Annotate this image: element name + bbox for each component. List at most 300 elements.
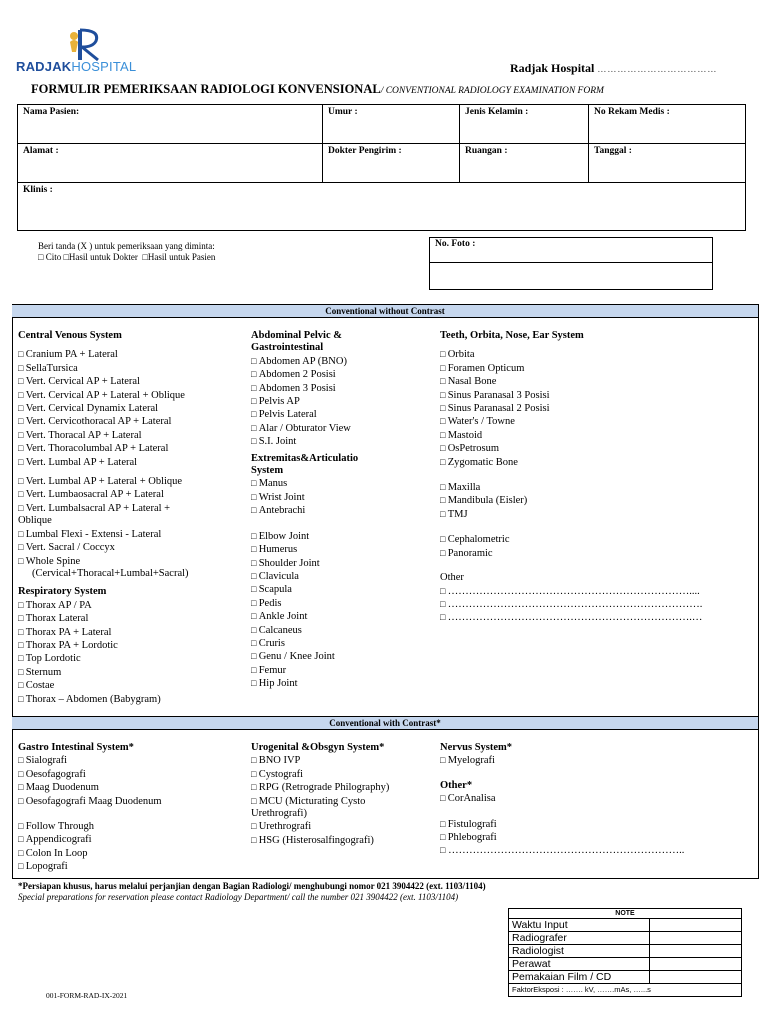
respiratory-label: Thorax PA + Lordotic (25, 639, 118, 651)
note-table (508, 908, 742, 997)
other-line-item[interactable] (440, 611, 702, 624)
other-contrast-label: Phlebografi (447, 832, 497, 844)
extremitas-item[interactable] (251, 543, 358, 556)
extremitas-label: Ankle Joint (258, 611, 308, 623)
field-ruangan[interactable]: Ruangan : (460, 144, 589, 183)
cvs-item[interactable] (18, 375, 189, 388)
checkbox-hasil-pasien[interactable]: □Hasil untuk Pasien (142, 252, 216, 262)
abdominal-label: Abdomen 3 Posisi (258, 382, 336, 394)
hospital-logo (16, 26, 166, 74)
checkbox-icon[interactable]: □ (18, 349, 26, 360)
gastro-label: Oesofagografi Maag Duodenum (25, 795, 162, 807)
abdominal-item[interactable] (251, 408, 358, 421)
other-contrast-label: CorAnalisa (447, 793, 496, 805)
checkbox-icon[interactable]: □ (251, 664, 259, 675)
urogenital-column (251, 742, 389, 847)
extremitas-item[interactable] (251, 610, 358, 623)
teeth-label: Water's / Towne (447, 416, 515, 428)
respiratory-item[interactable] (18, 639, 189, 652)
abdominal-item[interactable] (251, 395, 358, 408)
checkbox-icon[interactable]: □ (251, 355, 259, 366)
nervus-column (440, 742, 684, 858)
respiratory-label: Thorax – Abdomen (Babygram) (25, 693, 161, 705)
urogenital-item[interactable] (251, 781, 389, 794)
extremitas-label: Hip Joint (258, 678, 298, 690)
extremitas-item[interactable] (251, 530, 358, 543)
other-contrast-heading: Other* (440, 779, 473, 791)
checkbox-hasil-dokter[interactable]: □Hasil untuk Dokter (63, 252, 138, 262)
gastro-item[interactable] (18, 781, 162, 794)
title-id: FORMULIR PEMERIKSAAN RADIOLOGI KONVENSIONAL (31, 82, 381, 96)
urogenital-item[interactable] (251, 754, 389, 767)
checkbox-icon[interactable]: □ (440, 755, 448, 766)
extremitas-label: Antebrachi (258, 505, 306, 517)
teeth-item[interactable] (440, 429, 702, 442)
respiratory-item[interactable] (18, 626, 189, 639)
field-alamat[interactable]: Alamat : (18, 144, 323, 183)
checkbox-icon[interactable]: □ (18, 489, 26, 500)
cvs-item[interactable] (18, 362, 189, 375)
checkbox-icon[interactable]: □ (251, 570, 259, 581)
extremitas-item[interactable] (251, 557, 358, 570)
checkbox-icon[interactable]: □ (440, 376, 448, 387)
hospital-name-line (510, 61, 717, 76)
teeth-item[interactable] (440, 508, 702, 521)
cvs-label: Whole Spine (25, 555, 81, 567)
extremitas-label: Scapula (258, 584, 292, 596)
respiratory-item[interactable] (18, 612, 189, 625)
extremitas-label: Wrist Joint (258, 491, 305, 503)
title-en: / CONVENTIONAL RADIOLOGY EXAMINATION FORM (380, 86, 604, 96)
gastro-label: Colon In Loop (25, 847, 88, 859)
section-title-without-contrast: Conventional without Contrast (12, 304, 758, 318)
note-row (509, 932, 742, 945)
teeth-item[interactable] (440, 533, 702, 546)
hospital-dots: ……………………………… (597, 64, 718, 74)
teeth-label: Panoramic (447, 547, 493, 559)
teeth-label: Orbita (447, 349, 475, 361)
extremitas-item[interactable] (251, 637, 358, 650)
teeth-label: Maxilla (447, 482, 481, 494)
teeth-label: Nasal Bone (447, 376, 497, 388)
note-row-label: Radiografer (509, 932, 650, 945)
urogenital-label: Cystografi (258, 768, 304, 780)
checkbox-icon[interactable]: □ (440, 389, 448, 400)
cvs-item[interactable] (18, 475, 189, 488)
cvs-item[interactable] (18, 415, 189, 428)
nervus-heading: Nervus System* (440, 742, 513, 753)
extremitas-item[interactable] (251, 677, 358, 690)
checkbox-icon[interactable]: □ (251, 821, 259, 832)
cvs-item[interactable] (18, 442, 189, 455)
gastro-item[interactable] (18, 833, 162, 846)
extremitas-label: Pedis (258, 597, 282, 609)
extremitas-heading-2: System (251, 465, 284, 477)
respiratory-label: Costae (25, 680, 55, 692)
cvs-item[interactable] (18, 389, 189, 402)
field-umur[interactable]: Umur : (323, 105, 460, 144)
field-klinis[interactable]: Klinis : (18, 183, 746, 231)
checkbox-icon[interactable]: □ (18, 626, 26, 637)
checkbox-icon[interactable]: □ (251, 557, 259, 568)
respiratory-label: Thorax PA + Lateral (25, 626, 112, 638)
teeth-item[interactable] (440, 415, 702, 428)
respiratory-item[interactable] (18, 693, 189, 706)
respiratory-item[interactable] (18, 666, 189, 679)
checkbox-icon[interactable]: □ (18, 476, 26, 487)
checkbox-icon[interactable]: □ (251, 369, 259, 380)
checkbox-icon[interactable]: □ (18, 782, 26, 793)
checkbox-icon[interactable]: □ (18, 795, 26, 806)
other-line-label: ………………………………………………………………. (447, 598, 703, 610)
teeth-item[interactable] (440, 402, 702, 415)
checkbox-icon[interactable]: □ (18, 362, 26, 373)
checkbox-icon[interactable]: □ (251, 782, 259, 793)
gastro-column (18, 742, 162, 874)
cvs-item[interactable] (18, 541, 189, 554)
cvs-label: Lumbal Flexi - Extensi - Lateral (25, 528, 162, 540)
checkbox-icon[interactable]: □ (251, 409, 259, 420)
extremitas-item[interactable] (251, 570, 358, 583)
other-line-label: …………………………………………………………….... (447, 585, 700, 597)
cvs-label: Vert. Lumbal AP + Lateral (25, 456, 138, 468)
checkbox-icon[interactable]: □ (18, 416, 26, 427)
other-line-label: …………………………………………………………….… (447, 612, 703, 624)
cvs-label: Vert. Lumbalsacral AP + Lateral + (25, 502, 171, 514)
form-title (31, 82, 604, 97)
note-row-value[interactable] (650, 919, 742, 932)
extremitas-label: Calcaneus (258, 624, 302, 636)
checkbox-icon[interactable]: □ (440, 495, 448, 506)
teeth-item[interactable] (440, 481, 702, 494)
checkbox-icon[interactable]: □ (18, 389, 26, 400)
checkbox-icon[interactable]: □ (18, 502, 26, 513)
checkbox-icon[interactable]: □ (18, 653, 26, 664)
hospital-label: Radjak Hospital (510, 61, 595, 75)
checkbox-icon[interactable]: □ (18, 456, 26, 467)
checkbox-icon[interactable]: □ (18, 768, 26, 779)
extremitas-heading: Extremitas&Articulatio (251, 452, 359, 464)
cvs-item[interactable] (18, 402, 189, 415)
abdominal-label: S.I. Joint (258, 436, 297, 448)
extremitas-item[interactable] (251, 583, 358, 596)
extremitas-label: Humerus (258, 544, 298, 556)
gastro-label: Oesofagografi (25, 768, 86, 780)
gastro-label: Lopografi (25, 861, 68, 873)
checkbox-icon[interactable]: □ (251, 755, 259, 766)
checkbox-icon[interactable]: □ (18, 755, 26, 766)
cvs-label: Cranium PA + Lateral (25, 349, 118, 361)
cvs-item[interactable] (18, 528, 189, 541)
checkbox-icon[interactable]: □ (18, 639, 26, 650)
respiratory-label: Thorax Lateral (25, 613, 89, 625)
note-row (509, 971, 742, 984)
cvs-label: Vert. Lumbaosacral AP + Lateral (25, 489, 164, 501)
faktor-eksposi[interactable]: FaktorEksposi : ……. kV, …….mAs, …...s (509, 984, 742, 997)
checkbox-icon[interactable]: □ (18, 666, 26, 677)
other-line-item[interactable] (440, 585, 702, 598)
extremitas-label: Cruris (258, 637, 285, 649)
checkbox-icon[interactable]: □ (251, 637, 259, 648)
checkbox-icon[interactable]: □ (251, 491, 259, 502)
field-jenis-kelamin[interactable]: Jenis Kelamin : (460, 105, 589, 144)
checkbox-icon[interactable]: □ (18, 861, 26, 872)
special-prep-note-en: Special preparations for reservation please contact Radiology Department/ call the number 021 3904422 (ext. 1103/1104) (18, 892, 459, 902)
checkbox-icon[interactable]: □ (251, 396, 259, 407)
gastro-item[interactable] (18, 847, 162, 860)
teeth-item[interactable] (440, 456, 702, 469)
checkbox-icon[interactable]: □ (18, 599, 26, 610)
other-contrast-item[interactable] (440, 818, 684, 831)
checkbox-icon[interactable]: □ (251, 422, 259, 433)
checkbox-icon[interactable]: □ (18, 693, 26, 704)
note-row-label: Waktu Input (509, 919, 650, 932)
note-row-value[interactable] (650, 932, 742, 945)
checkbox-icon[interactable]: □ (18, 429, 26, 440)
abdominal-item[interactable] (251, 422, 358, 435)
teeth-item[interactable] (440, 494, 702, 507)
checkbox-icon[interactable]: □ (251, 611, 259, 622)
teeth-item[interactable] (440, 348, 702, 361)
checkbox-icon[interactable]: □ (251, 584, 259, 595)
teeth-item[interactable] (440, 547, 702, 560)
gastro-heading: Gastro Intestinal System* (18, 742, 134, 753)
logo-text-hospital: HOSPITAL (71, 59, 137, 74)
urogenital-label: MCU (Micturating Cysto (258, 795, 366, 807)
field-tanggal[interactable]: Tanggal : (589, 144, 746, 183)
abdominal-label: Abdomen 2 Posisi (258, 369, 336, 381)
checkbox-icon[interactable]: □ (251, 544, 259, 555)
teeth-label: Sinus Paranasal 3 Posisi (447, 389, 550, 401)
mcu-cont: Urethrografi) (251, 808, 307, 820)
cvs-item[interactable] (18, 502, 189, 515)
checkbox-icon[interactable]: □ (440, 598, 448, 609)
cvs-label: Vert. Cervical AP + Lateral (25, 376, 140, 388)
urogenital-item[interactable] (251, 834, 389, 847)
section-title-with-contrast: Conventional with Contrast* (12, 716, 758, 730)
form-code: 001-FORM-RAD-IX-2021 (46, 991, 128, 1000)
instructions (38, 241, 215, 263)
checkbox-icon[interactable]: □ (18, 443, 26, 454)
extremitas-label: Genu / Knee Joint (258, 651, 335, 663)
checkbox-icon[interactable]: □ (251, 478, 259, 489)
abdominal-label: Abdomen AP (BNO) (258, 355, 347, 367)
urogenital-item[interactable] (251, 768, 389, 781)
checkbox-icon[interactable]: □ (18, 613, 26, 624)
checkbox-icon[interactable]: □ (440, 612, 448, 623)
abdominal-label: Pelvis AP (258, 396, 300, 408)
teeth-item[interactable] (440, 375, 702, 388)
note-row-label: Radiologist (509, 945, 650, 958)
checkbox-icon[interactable]: □ (440, 349, 448, 360)
field-nama-pasien[interactable]: Nama Pasien: (18, 105, 323, 144)
teeth-label: TMJ (447, 508, 468, 520)
cvs-label: Vert. Sacral / Coccyx (25, 542, 115, 554)
cvs-label: SellaTursica (25, 362, 78, 374)
extremitas-item[interactable] (251, 504, 358, 517)
cvs-item[interactable] (18, 555, 189, 568)
central-venous-column (18, 330, 189, 706)
extremitas-label: Clavicula (258, 570, 299, 582)
checkbox-icon[interactable]: □ (440, 832, 448, 843)
cvs-label: Vert. Cervical Dynamix Lateral (25, 403, 159, 415)
note-row-value[interactable] (650, 958, 742, 971)
note-row (509, 945, 742, 958)
checkbox-icon[interactable]: □ (440, 429, 448, 440)
checkbox-icon[interactable]: □ (18, 528, 26, 539)
teeth-label: Foramen Opticum (447, 362, 525, 374)
urogenital-label: Urethrografi (258, 821, 312, 833)
abdominal-label: Pelvis Lateral (258, 409, 317, 421)
respiratory-item[interactable] (18, 679, 189, 692)
nervus-item[interactable] (440, 754, 684, 767)
checkbox-icon[interactable]: □ (440, 585, 448, 596)
extremitas-item[interactable] (251, 664, 358, 677)
other-contrast-label: Fistulografi (447, 818, 497, 830)
checkbox-icon[interactable]: □ (18, 821, 26, 832)
urogenital-heading: Urogenital &Obsgyn System* (251, 742, 385, 753)
extremitas-item[interactable] (251, 477, 358, 490)
gastro-item[interactable] (18, 860, 162, 873)
gastro-label: Follow Through (25, 821, 95, 833)
other-contrast-item[interactable] (440, 831, 684, 844)
checkbox-icon[interactable]: □ (440, 818, 448, 829)
abdominal-item[interactable] (251, 382, 358, 395)
checkbox-icon[interactable]: □ (18, 542, 26, 553)
respiratory-item[interactable] (18, 599, 189, 612)
gastro-item[interactable] (18, 795, 162, 808)
checkbox-icon[interactable]: □ (251, 597, 259, 608)
gastro-label: Appendicografi (25, 834, 92, 846)
checkbox-icon[interactable]: □ (251, 624, 259, 635)
cvs-item[interactable] (18, 348, 189, 361)
cvs-label: Vert. Cervical AP + Lateral + Oblique (25, 389, 185, 401)
checkbox-cito[interactable]: □ Cito (38, 252, 62, 262)
checkbox-icon[interactable]: □ (18, 376, 26, 387)
no-foto-label: No. Foto : (430, 238, 712, 263)
teeth-label: Mastoid (447, 429, 483, 441)
checkbox-icon[interactable]: □ (440, 362, 448, 373)
urogenital-item[interactable] (251, 820, 389, 833)
gastro-item[interactable] (18, 754, 162, 767)
teeth-item[interactable] (440, 389, 702, 402)
field-dokter-pengirim[interactable]: Dokter Pengirim : (323, 144, 460, 183)
note-title: NOTE (509, 909, 742, 919)
cvs-label: Vert. Thoracal AP + Lateral (25, 429, 142, 441)
cvs-label: Vert. Lumbal AP + Lateral + Oblique (25, 476, 183, 488)
abdominal-item[interactable] (251, 368, 358, 381)
note-row-value[interactable] (650, 971, 742, 984)
gastro-label: Maag Duodenum (25, 782, 99, 794)
checkbox-icon[interactable]: □ (440, 456, 448, 467)
no-foto-box[interactable] (429, 237, 713, 290)
checkbox-icon[interactable]: □ (251, 834, 259, 845)
respiratory-item[interactable] (18, 652, 189, 665)
cvs-item[interactable] (18, 488, 189, 501)
teeth-label: OsPetrosum (447, 443, 500, 455)
note-row (509, 958, 742, 971)
checkbox-icon[interactable]: □ (18, 847, 26, 858)
teeth-label: Cephalometric (447, 534, 510, 546)
teeth-label: Mandibula (Eisler) (447, 495, 528, 507)
teeth-heading: Teeth, Orbita, Nose, Ear System (440, 330, 584, 341)
respiratory-heading: Respiratory System (18, 586, 107, 598)
checkbox-icon[interactable]: □ (18, 680, 26, 691)
checkbox-icon[interactable]: □ (251, 795, 259, 806)
teeth-label: Zygomatic Bone (447, 456, 518, 468)
respiratory-label: Thorax AP / PA (25, 599, 92, 611)
extremitas-item[interactable] (251, 650, 358, 663)
checkbox-icon[interactable]: □ (251, 530, 259, 541)
cvs-label: Vert. Cervicothoracal AP + Lateral (25, 416, 172, 428)
other-contrast-item[interactable] (440, 792, 684, 805)
other-line-item[interactable] (440, 598, 702, 611)
teeth-column (440, 330, 702, 625)
gastro-item[interactable] (18, 820, 162, 833)
other-contrast-line[interactable]: □ ………………………………………………………….. (440, 845, 685, 857)
checkbox-icon[interactable]: □ (440, 416, 448, 427)
abdominal-item[interactable] (251, 435, 358, 448)
gastro-label: Sialografi (25, 755, 68, 767)
lumbalsacral-oblique-cont: Oblique (18, 515, 52, 527)
logo-text-radjak: RADJAK (16, 59, 72, 74)
checkbox-icon[interactable]: □ (440, 403, 448, 414)
other-label: Other (440, 572, 464, 584)
checkbox-icon[interactable]: □ (440, 482, 448, 493)
teeth-item[interactable] (440, 442, 702, 455)
teeth-label: Sinus Paranasal 2 Posisi (447, 403, 550, 415)
checkbox-icon[interactable]: □ (251, 768, 259, 779)
special-prep-note-id: *Persiapan khusus, harus melalui perjanjian dengan Bagian Radiologi/ menghubungi nomor 021 3904422 (ext. 1103/1104) (18, 881, 486, 891)
cvs-item[interactable] (18, 456, 189, 469)
checkbox-icon[interactable]: □ (18, 403, 26, 414)
note-row (509, 919, 742, 932)
field-no-rekam-medis[interactable]: No Rekam Medis : (589, 105, 746, 144)
patient-info-table (17, 104, 746, 231)
checkbox-icon[interactable]: □ (18, 555, 26, 566)
checkbox-icon[interactable]: □ (251, 678, 259, 689)
urogenital-label: BNO IVP (258, 755, 301, 767)
extremitas-item[interactable] (251, 597, 358, 610)
extremitas-item[interactable] (251, 491, 358, 504)
logo-mark-icon (66, 26, 106, 62)
extremitas-label: Manus (258, 478, 288, 490)
checkbox-icon[interactable]: □ (251, 436, 259, 447)
extremitas-label: Elbow Joint (258, 530, 310, 542)
checkbox-icon[interactable]: □ (18, 834, 26, 845)
checkbox-icon[interactable]: □ (440, 443, 448, 454)
extremitas-item[interactable] (251, 624, 358, 637)
checkbox-icon[interactable]: □ (251, 505, 259, 516)
note-row-value[interactable] (650, 945, 742, 958)
checkbox-icon[interactable]: □ (251, 382, 259, 393)
extremitas-label: Shoulder Joint (258, 557, 320, 569)
urogenital-item[interactable] (251, 795, 389, 808)
gastro-item[interactable] (18, 768, 162, 781)
cvs-item[interactable] (18, 429, 189, 442)
gastrointestinal-heading: Gastrointestinal (251, 342, 324, 354)
teeth-item[interactable] (440, 362, 702, 375)
checkbox-icon[interactable]: □ (440, 793, 448, 804)
note-row-label: Perawat (509, 958, 650, 971)
checkbox-icon[interactable]: □ (440, 534, 448, 545)
whole-spine-detail: (Cervical+Thoracal+Lumbal+Sacral) (32, 567, 189, 579)
abdominal-heading: Abdominal Pelvic & (251, 330, 342, 341)
checkbox-icon[interactable]: □ (440, 547, 448, 558)
checkbox-icon[interactable]: □ (440, 508, 448, 519)
abdominal-item[interactable] (251, 355, 358, 368)
checkbox-icon[interactable]: □ (251, 651, 259, 662)
